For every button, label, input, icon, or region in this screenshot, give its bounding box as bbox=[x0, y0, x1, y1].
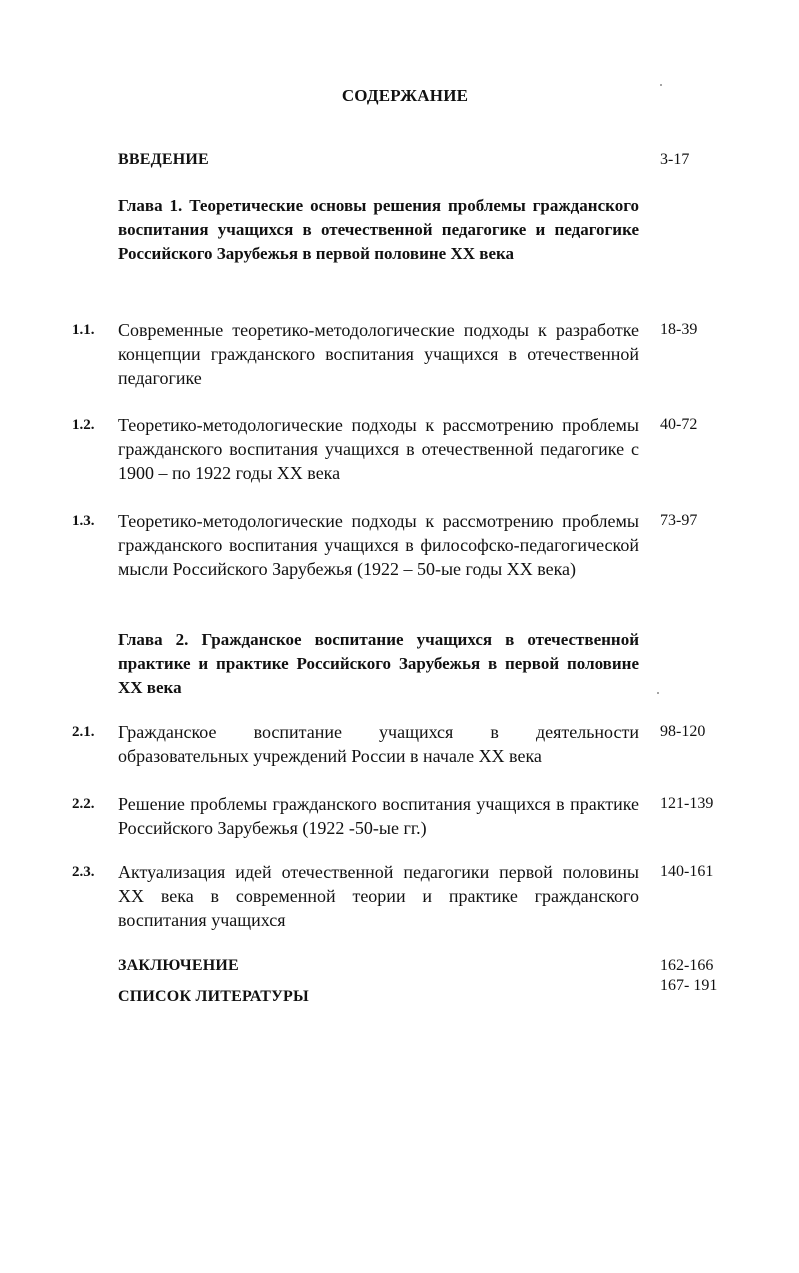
toc-section-1-1-pages: 18-39 bbox=[660, 321, 698, 338]
toc-intro-title: ВВЕДЕНИЕ bbox=[118, 151, 209, 168]
toc-chapter-1-title: Глава 1. Теоретические основы решения проблемы гражданского воспитания учащихся в отечественной педагогике и педагогике Российского Зарубежья в первой половине XX века bbox=[118, 196, 639, 263]
toc-conclusion-pages: 162-166 bbox=[660, 957, 714, 974]
toc-section-2-2-title: Решение проблемы гражданского воспитания учащихся в практике Российского Зарубежья (1922 -50-ые гг.) bbox=[118, 794, 639, 838]
toc-chapter-2-title: Глава 2. Гражданское воспитание учащихся в отечественной практике и практике Российского Зарубежья в первой половине XX века bbox=[118, 630, 639, 697]
toc-section-1-3-title: Теоретико-методологические подходы к рассмотрению проблемы гражданского воспитания учащихся в философско-педагогической мысли Российского Зарубежья (1922 – 50-ые годы XX века) bbox=[118, 511, 639, 579]
toc-section-number: 1.2. bbox=[72, 417, 95, 433]
toc-section-number: 1.1. bbox=[72, 322, 95, 338]
toc-section-number: 1.3. bbox=[72, 513, 95, 529]
toc-section-1-1-title: Современные теоретико-методологические подходы к разработке концепции гражданского воспитания учащихся в отечественной педагогике bbox=[118, 320, 639, 388]
toc-references-title: СПИСОК ЛИТЕРАТУРЫ bbox=[118, 988, 309, 1005]
toc-section-2-3-pages: 140-161 bbox=[660, 863, 714, 880]
toc-section-1-3-pages: 73-97 bbox=[660, 512, 698, 529]
toc-references-pages: 167- 191 bbox=[660, 977, 718, 994]
page-title: СОДЕРЖАНИЕ bbox=[341, 86, 469, 105]
toc-section-number: 2.2. bbox=[72, 796, 95, 812]
scan-speck bbox=[657, 692, 659, 694]
toc-conclusion-title: ЗАКЛЮЧЕНИЕ bbox=[118, 957, 239, 974]
toc-section-1-2-title: Теоретико-методологические подходы к рассмотрению проблемы гражданского воспитания учащихся в отечественной педагогике с 1900 – по 1922 годы XX века bbox=[118, 415, 639, 483]
toc-section-2-1-pages: 98-120 bbox=[660, 723, 706, 740]
toc-section-number: 2.1. bbox=[72, 724, 95, 740]
toc-section-2-1-title: Гражданское воспитание учащихся в деятельности образовательных учреждений России в начале XX века bbox=[118, 722, 639, 766]
toc-section-2-2-pages: 121-139 bbox=[660, 795, 714, 812]
toc-section-number: 2.3. bbox=[72, 864, 95, 880]
toc-intro-pages: 3-17 bbox=[660, 151, 690, 168]
toc-section-2-3-title: Актуализация идей отечественной педагогики первой половины XX века в современной теории и практике гражданского воспитания учащихся bbox=[118, 862, 639, 930]
toc-section-1-2-pages: 40-72 bbox=[660, 416, 698, 433]
scan-speck bbox=[660, 84, 662, 86]
